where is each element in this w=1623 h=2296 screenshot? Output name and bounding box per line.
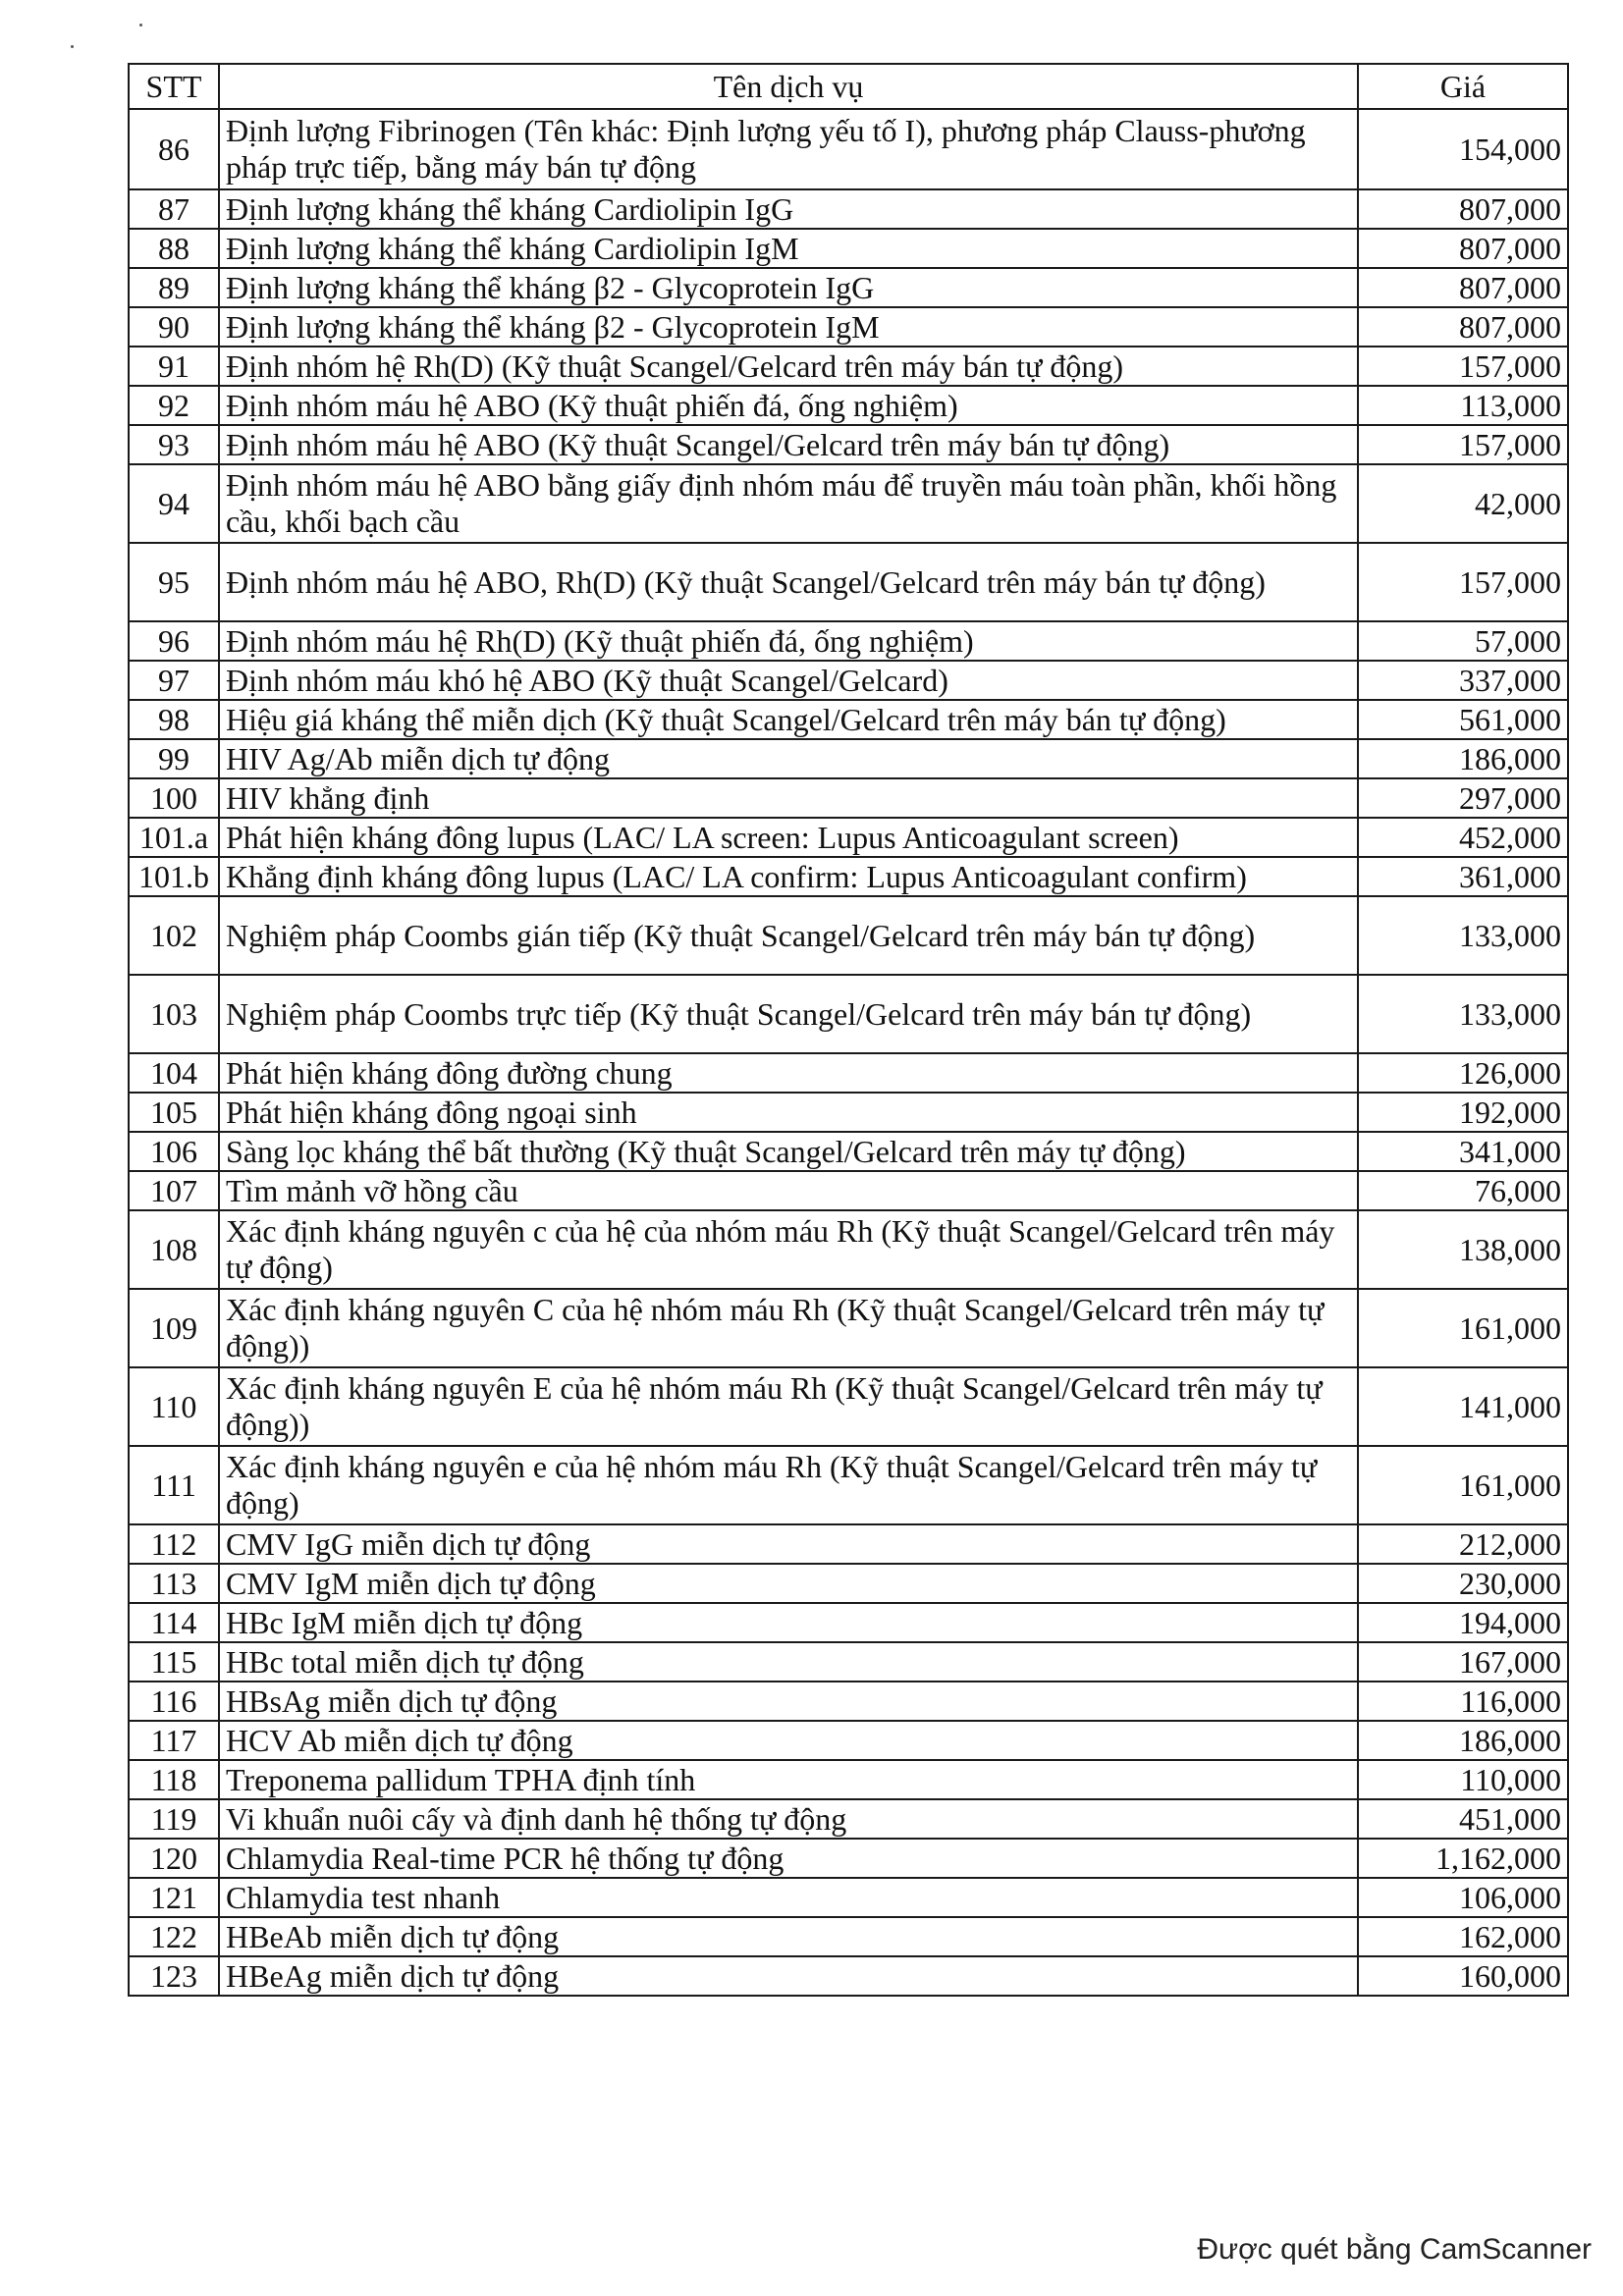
row-price: 162,000 [1358,1917,1568,1956]
row-price: 212,000 [1358,1524,1568,1564]
row-service-name: HBsAg miễn dịch tự động [219,1682,1358,1721]
row-price: 126,000 [1358,1053,1568,1093]
row-price: 186,000 [1358,1721,1568,1760]
table-row [129,739,1568,778]
row-service-name: Treponema pallidum TPHA định tính [219,1760,1358,1799]
row-price: 194,000 [1358,1603,1568,1642]
table-row [129,1053,1568,1093]
row-price: 138,000 [1358,1210,1568,1289]
row-service-name: HBc total miễn dịch tự động [219,1642,1358,1682]
table-row [129,109,1568,189]
row-price: 133,000 [1358,896,1568,975]
row-service-name: HBeAb miễn dịch tự động [219,1917,1358,1956]
row-service-name: Khẳng định kháng đông lupus (LAC/ LA confirm: Lupus Anticoagulant confirm) [219,857,1358,896]
header-service-name: Tên dịch vụ [219,64,1358,109]
row-stt: 102 [129,896,219,975]
table-row [129,700,1568,739]
row-price: 807,000 [1358,229,1568,268]
row-price: 161,000 [1358,1446,1568,1524]
row-service-name: Định nhóm máu hệ ABO, Rh(D) (Kỹ thuật Scangel/Gelcard trên máy bán tự động) [219,543,1358,621]
row-stt: 118 [129,1760,219,1799]
row-price: 106,000 [1358,1878,1568,1917]
table-row [129,229,1568,268]
row-price: 116,000 [1358,1682,1568,1721]
table-row [129,464,1568,543]
row-service-name: Xác định kháng nguyên e của hệ nhóm máu Rh (Kỹ thuật Scangel/Gelcard trên máy tự động) [219,1446,1358,1524]
table-row [129,1642,1568,1682]
row-price: 192,000 [1358,1093,1568,1132]
row-stt: 101.a [129,818,219,857]
row-stt: 121 [129,1878,219,1917]
row-price: 161,000 [1358,1289,1568,1367]
row-price: 113,000 [1358,386,1568,425]
table-row [129,347,1568,386]
row-price: 110,000 [1358,1760,1568,1799]
table-row [129,543,1568,621]
row-service-name: Định nhóm máu hệ ABO bằng giấy định nhóm máu để truyền máu toàn phần, khối hồng cầu, khối bạch cầu [219,464,1358,543]
table-row [129,975,1568,1053]
row-price: 807,000 [1358,307,1568,347]
table-row [129,1878,1568,1917]
row-price: 452,000 [1358,818,1568,857]
table-row [129,896,1568,975]
row-price: 157,000 [1358,425,1568,464]
row-price: 230,000 [1358,1564,1568,1603]
row-stt: 88 [129,229,219,268]
row-service-name: HIV khẳng định [219,778,1358,818]
scan-speck [139,24,142,27]
row-service-name: Định lượng kháng thể kháng β2 - Glycoprotein IgM [219,307,1358,347]
row-price: 57,000 [1358,621,1568,661]
table-row [129,857,1568,896]
row-service-name: Xác định kháng nguyên c của hệ của nhóm máu Rh (Kỹ thuật Scangel/Gelcard trên máy tự động) [219,1210,1358,1289]
table-row [129,189,1568,229]
row-price: 141,000 [1358,1367,1568,1446]
table-row [129,425,1568,464]
row-service-name: Hiệu giá kháng thể miễn dịch (Kỹ thuật Scangel/Gelcard trên máy bán tự động) [219,700,1358,739]
row-service-name: HBc IgM miễn dịch tự động [219,1603,1358,1642]
table-row [129,1093,1568,1132]
row-service-name: Phát hiện kháng đông lupus (LAC/ LA screen: Lupus Anticoagulant screen) [219,818,1358,857]
table-row [129,268,1568,307]
table-row [129,1956,1568,1996]
row-service-name: Chlamydia test nhanh [219,1878,1358,1917]
table-row [129,1839,1568,1878]
row-price: 561,000 [1358,700,1568,739]
row-service-name: Xác định kháng nguyên E của hệ nhóm máu Rh (Kỹ thuật Scangel/Gelcard trên máy tự động)) [219,1367,1358,1446]
row-service-name: Định nhóm máu khó hệ ABO (Kỹ thuật Scangel/Gelcard) [219,661,1358,700]
row-service-name: Định lượng kháng thể kháng Cardiolipin IgG [219,189,1358,229]
table-row [129,1446,1568,1524]
header-price: Giá [1358,64,1568,109]
table-row [129,1524,1568,1564]
row-service-name: Định nhóm hệ Rh(D) (Kỹ thuật Scangel/Gelcard trên máy bán tự động) [219,347,1358,386]
row-price: 157,000 [1358,347,1568,386]
table-row [129,1682,1568,1721]
row-price: 133,000 [1358,975,1568,1053]
row-stt: 90 [129,307,219,347]
row-stt: 86 [129,109,219,189]
row-stt: 116 [129,1682,219,1721]
row-service-name: Định nhóm máu hệ ABO (Kỹ thuật phiến đá, ống nghiệm) [219,386,1358,425]
row-service-name: Phát hiện kháng đông đường chung [219,1053,1358,1093]
table-row [129,1603,1568,1642]
table-body [129,109,1568,1996]
row-service-name: Tìm mảnh vỡ hồng cầu [219,1171,1358,1210]
row-service-name: HBeAg miễn dịch tự động [219,1956,1358,1996]
row-stt: 109 [129,1289,219,1367]
row-price: 341,000 [1358,1132,1568,1171]
row-price: 76,000 [1358,1171,1568,1210]
table-row [129,1171,1568,1210]
row-stt: 94 [129,464,219,543]
row-service-name: Vi khuẩn nuôi cấy và định danh hệ thống tự động [219,1799,1358,1839]
row-price: 451,000 [1358,1799,1568,1839]
row-stt: 110 [129,1367,219,1446]
row-price: 154,000 [1358,109,1568,189]
table-row [129,1210,1568,1289]
row-price: 807,000 [1358,268,1568,307]
table-row [129,1132,1568,1171]
row-stt: 119 [129,1799,219,1839]
row-stt: 111 [129,1446,219,1524]
row-stt: 113 [129,1564,219,1603]
row-stt: 96 [129,621,219,661]
row-service-name: Nghiệm pháp Coombs trực tiếp (Kỹ thuật Scangel/Gelcard trên máy bán tự động) [219,975,1358,1053]
row-stt: 100 [129,778,219,818]
row-stt: 117 [129,1721,219,1760]
table-row [129,1289,1568,1367]
row-price: 1,162,000 [1358,1839,1568,1878]
row-stt: 122 [129,1917,219,1956]
row-stt: 89 [129,268,219,307]
row-price: 157,000 [1358,543,1568,621]
row-service-name: CMV IgG miễn dịch tự động [219,1524,1358,1564]
row-service-name: Định lượng kháng thể kháng β2 - Glycoprotein IgG [219,268,1358,307]
row-stt: 123 [129,1956,219,1996]
row-stt: 97 [129,661,219,700]
row-service-name: HIV Ag/Ab miễn dịch tự động [219,739,1358,778]
row-stt: 115 [129,1642,219,1682]
row-price: 167,000 [1358,1642,1568,1682]
row-stt: 91 [129,347,219,386]
price-table [128,63,1569,1997]
row-price: 807,000 [1358,189,1568,229]
row-stt: 103 [129,975,219,1053]
row-service-name: Định nhóm máu hệ Rh(D) (Kỹ thuật phiến đá, ống nghiệm) [219,621,1358,661]
table-row [129,386,1568,425]
scan-speck [71,45,74,48]
table-row [129,307,1568,347]
row-stt: 104 [129,1053,219,1093]
header-stt: STT [129,64,219,109]
row-price: 186,000 [1358,739,1568,778]
row-stt: 101.b [129,857,219,896]
row-service-name: Định lượng kháng thể kháng Cardiolipin IgM [219,229,1358,268]
row-service-name: Chlamydia Real-time PCR hệ thống tự động [219,1839,1358,1878]
row-service-name: Phát hiện kháng đông ngoại sinh [219,1093,1358,1132]
row-stt: 98 [129,700,219,739]
table-row [129,1799,1568,1839]
row-stt: 95 [129,543,219,621]
table-row [129,1917,1568,1956]
row-service-name: CMV IgM miễn dịch tự động [219,1564,1358,1603]
row-service-name: Nghiệm pháp Coombs gián tiếp (Kỹ thuật Scangel/Gelcard trên máy bán tự động) [219,896,1358,975]
row-stt: 105 [129,1093,219,1132]
row-price: 361,000 [1358,857,1568,896]
table-row [129,621,1568,661]
row-stt: 112 [129,1524,219,1564]
row-service-name: Xác định kháng nguyên C của hệ nhóm máu Rh (Kỹ thuật Scangel/Gelcard trên máy tự động)) [219,1289,1358,1367]
table-row [129,1564,1568,1603]
row-stt: 92 [129,386,219,425]
row-stt: 106 [129,1132,219,1171]
row-stt: 107 [129,1171,219,1210]
row-price: 42,000 [1358,464,1568,543]
row-stt: 114 [129,1603,219,1642]
row-stt: 99 [129,739,219,778]
row-price: 337,000 [1358,661,1568,700]
table-row [129,1367,1568,1446]
row-stt: 120 [129,1839,219,1878]
table-header-row [129,64,1568,109]
row-service-name: HCV Ab miễn dịch tự động [219,1721,1358,1760]
table-row [129,661,1568,700]
row-stt: 93 [129,425,219,464]
table-row [129,1721,1568,1760]
row-service-name: Định lượng Fibrinogen (Tên khác: Định lượng yếu tố I), phương pháp Clauss-phương pháp trực tiếp, bằng máy bán tự động [219,109,1358,189]
row-service-name: Sàng lọc kháng thể bất thường (Kỹ thuật Scangel/Gelcard trên máy tự động) [219,1132,1358,1171]
row-stt: 87 [129,189,219,229]
camscanner-footer: Được quét bằng CamScanner [1197,2233,1592,2266]
table-row [129,778,1568,818]
table-row [129,818,1568,857]
row-price: 297,000 [1358,778,1568,818]
row-stt: 108 [129,1210,219,1289]
row-service-name: Định nhóm máu hệ ABO (Kỹ thuật Scangel/Gelcard trên máy bán tự động) [219,425,1358,464]
row-price: 160,000 [1358,1956,1568,1996]
table-row [129,1760,1568,1799]
